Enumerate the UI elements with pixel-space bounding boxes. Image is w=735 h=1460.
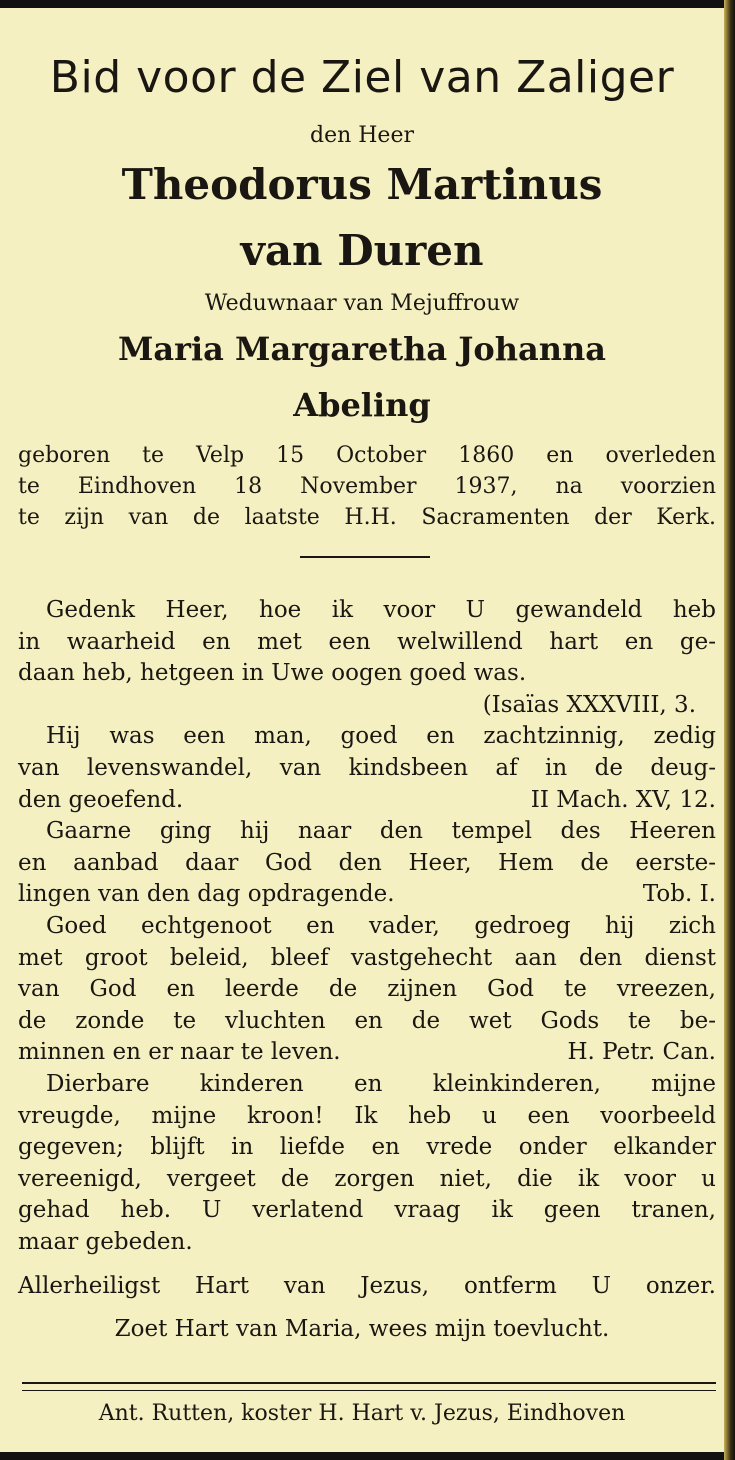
den-heer-line: den Heer bbox=[309, 123, 414, 148]
prayer-line bbox=[18, 1037, 716, 1069]
prayer-line-text: daan heb, hetgeen in Uwe oogen goed was. bbox=[18, 660, 527, 687]
prayer-line: Gaarne ging hij naar den tempel des Heeren bbox=[46, 818, 716, 845]
prayer-line: gehad heb. U verlatend vraag ik geen tranen, bbox=[18, 1197, 716, 1224]
prayer-line: en aanbad daar God den Heer, Hem de eerste- bbox=[18, 849, 716, 876]
deceased-name-line2: van Duren bbox=[240, 226, 484, 275]
prayer-line-text: den geoefend. bbox=[18, 786, 184, 813]
biography bbox=[18, 440, 716, 533]
reference-text: II Mach. XV, 12. bbox=[530, 786, 716, 813]
prayer-line: van levenswandel, van kindsbeen af in de deug- bbox=[18, 754, 716, 781]
prayer-line: Dierbare kinderen en kleinkinderen, mijne bbox=[46, 1070, 716, 1097]
prayer-line: Goed echtgenoot en vader, gedroeg hij zich bbox=[46, 912, 716, 939]
divider-long bbox=[22, 1382, 716, 1384]
bio-line: te Eindhoven 18 November 1937, na voorzien bbox=[18, 474, 716, 499]
prayer-line: in waarheid en met een welwillend hart en ge- bbox=[18, 628, 716, 655]
printer-credit: Ant. Rutten, koster H. Hart v. Jezus, Eindhoven bbox=[98, 1401, 626, 1426]
reference-text: Tob. I. bbox=[642, 881, 716, 908]
divider-long-thin bbox=[22, 1390, 716, 1391]
reference-text: H. Petr. Can. bbox=[567, 1039, 716, 1066]
prayer-line: Gedenk Heer, hoe ik voor U gewandeld heb bbox=[46, 597, 716, 623]
prayer-text bbox=[18, 595, 716, 1258]
prayer-line: van God en leerde de zijnen God te vreezen, bbox=[18, 976, 716, 1003]
divider-short bbox=[300, 556, 430, 558]
prayer-line: vreugde, mijne kroon! Ik heb u een voorbeeld bbox=[18, 1102, 716, 1129]
prayer-line-text: lingen van den dag opdragende. bbox=[18, 881, 395, 908]
prayer-line: Hij was een man, goed en zachtzinnig, zedig bbox=[46, 723, 716, 750]
memorial-card bbox=[0, 8, 724, 1452]
wife-name-line1: Maria Margaretha Johanna bbox=[117, 330, 607, 368]
prayer-line: met groot beleid, bleef vastgehecht aan den dienst bbox=[18, 944, 716, 971]
prayer-line bbox=[18, 658, 716, 690]
prayer-line bbox=[18, 785, 716, 817]
bio-line: te zijn van de laatste H.H. Sacramenten der Kerk. bbox=[18, 505, 716, 530]
card-edge bbox=[724, 0, 735, 1460]
prayer-line-text: maar gebeden. bbox=[18, 1228, 193, 1255]
deceased-name-line1: Theodorus Martinus bbox=[121, 160, 603, 209]
closing-invocation-1: Allerheiligst Hart van Jezus, ontferm U onzer. bbox=[18, 1273, 716, 1299]
closing-invocation-2: Zoet Hart van Maria, wees mijn toevlucht. bbox=[114, 1316, 610, 1342]
prayer-line-text: minnen en er naar te leven. bbox=[18, 1039, 341, 1066]
prayer-line bbox=[18, 1227, 716, 1259]
reference-text: (Isaïas XXXVIII, 3. bbox=[482, 691, 696, 718]
wife-name-line2: Abeling bbox=[293, 386, 431, 424]
prayer-line bbox=[18, 879, 716, 911]
prayer-line: gegeven; blijft in liefde en vrede onder elkander bbox=[18, 1134, 716, 1161]
prayer-reference bbox=[18, 690, 716, 722]
bio-line: geboren te Velp 15 October 1860 en overleden bbox=[18, 443, 716, 468]
widower-line: Weduwnaar van Mejuffrouw bbox=[204, 291, 520, 316]
prayer-line: de zonde te vluchten en de wet Gods te be- bbox=[18, 1007, 716, 1034]
card-title: Bid voor de Ziel van Zaliger bbox=[49, 52, 675, 103]
prayer-line: vereenigd, vergeet de zorgen niet, die ik voor u bbox=[18, 1165, 716, 1192]
